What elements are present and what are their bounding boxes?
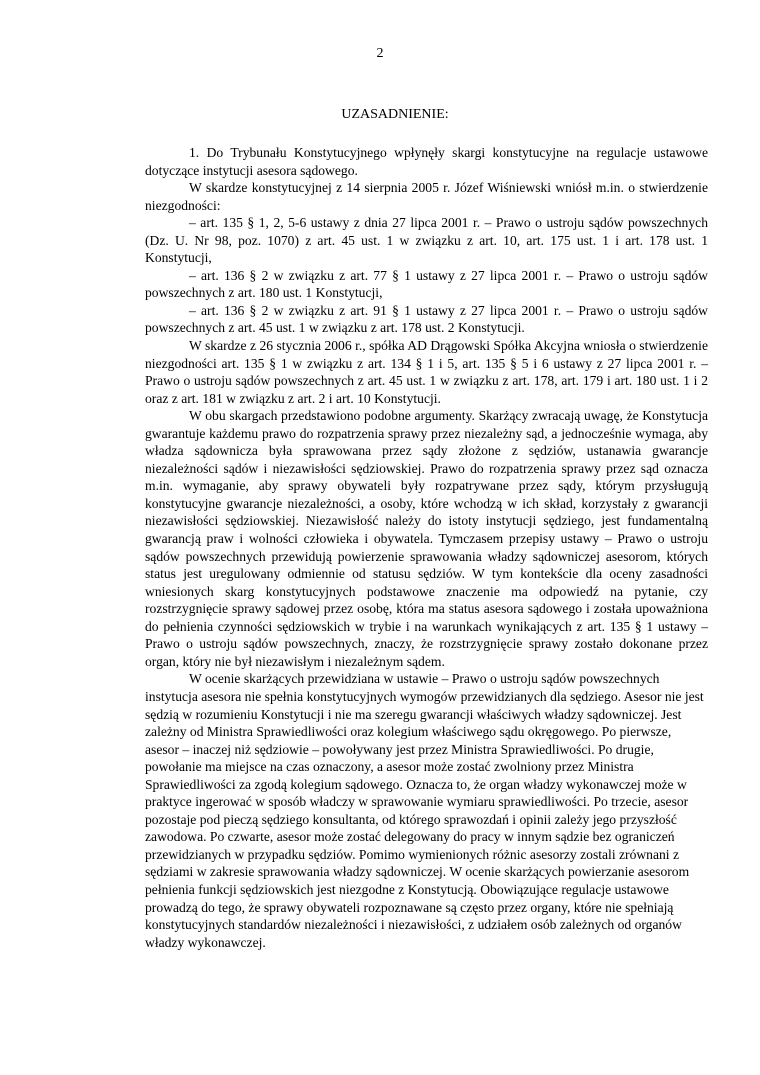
section-heading: UZASADNIENIE: (341, 107, 449, 122)
paragraph: W skardze z 26 stycznia 2006 r., spółka AD Drągowski Spółka Akcyjna wniosła o stwierdzenie niezgodności art. 135 § 1 w związku z art. 134 § 1 i 5, art. 135 § 5 i 6 ustawy z 27 lipca 2001 r. – Prawo o ustroju sądów powszechnych z art. 45 ust. 1 w związku z art. 178, art. 179 i art. 180 ust. 1 i 2 oraz z art. 181 w związku z art. 2 i art. 10 Konstytucji. (145, 338, 708, 406)
paragraph: – art. 135 § 1, 2, 5-6 ustawy z dnia 27 lipca 2001 r. – Prawo o ustroju sądów powszechnych (Dz. U. Nr 98, poz. 1070) z art. 45 ust. 1 w związku z art. 10, art. 175 ust. 1 i art. 178 ust. 1 Konstytucji, (145, 215, 708, 266)
paragraph: 1. Do Trybunału Konstytucyjnego wpłynęły skargi konstytucyjne na regulacje ustawowe dotyczące instytucji asesora sądowego. (145, 145, 708, 178)
paragraph: W ocenie skarżących przewidziana w ustawie – Prawo o ustroju sądów powszechnych instytucja asesora nie spełnia konstytucyjnych wymogów przewidzianych dla sędziego. Asesor nie jest sędzią w rozumieniu Konstytucji i nie ma szeregu gwarancji właściwych władzy sądowniczej. Jest zależny od Ministra Sprawiedliwości oraz kolegium właściwego sądu okręgowego. Po pierwsze, asesor – inaczej niż sędziowie – powoływany jest przez Ministra Sprawiedliwości. Po drugie, powołanie ma miejsce na czas oznaczony, a asesor może zostać zwolniony przez Ministra Sprawiedliwości za zgodą kolegium sądowego. Oznacza to, że organ władzy wykonawczej może w praktyce ingerować w sposób władczy w sprawowanie wymiaru sprawiedliwości. Po trzecie, asesor pozostaje pod pieczą sędziego konsultanta, od którego sprawozdań i opinii zależy jego przyszłość zawodowa. Po czwarte, asesor może zostać delegowany do pracy w innym sądzie bez ograniczeń przewidzianych w przypadku sędziów. Pomimo wymienionych różnic asesorzy zostali zrównani z sędziami w zakresie sprawowania władzy sądowniczej. W ocenie skarżących powierzanie asesorom pełnienia funkcji sędziowskich jest niezgodne z Konstytucją. Obowiązujące regulacje ustawowe prowadzą do tego, że sprawy obywateli rozpoznawane są często przez organy, które nie spełniają konstytucyjnych standardów niezależności i niezawisłości, z udziałem osób zależnych od organów władzy wykonawczej. (145, 671, 704, 950)
paragraph: W obu skargach przedstawiono podobne argumenty. Skarżący zwracają uwagę, że Konstytucja gwarantuje każdemu prawo do rozpatrzenia sprawy przez niezależny sąd, a jednocześnie wymaga, aby władza sądownicza była sprawowana przez sądy złożone z sędziów, ustanawia gwarancje niezależności sądów i niezawisłości sędziowskiej. Prawo do rozpatrzenia sprawy przez sąd oznacza m.in. wymaganie, aby sprawy obywateli były rozpatrywane przez sądy, którym przysługują konstytucyjne gwarancje niezależności, a osoby, które wchodzą w ich skład, korzystały z gwarancji niezawisłości sędziowskiej. Niezawisłość należy do istoty instytucji sędziego, jest fundamentalną gwarancją praw i wolności człowieka i obywatela. Tymczasem przepisy ustawy – Prawo o ustroju sądów powszechnych przewidują powierzenie sprawowania władzy sądowniczej asesorom, których status jest uregulowany odmiennie od statusu sędziów. W tym kontekście dla oceny zasadności wniesionych skarg konstytucyjnych podstawowe znaczenie ma odpowiedź na pytanie, czy rozstrzygnięcie sprawy sądowej przez osobę, która ma status asesora sądowego i została upoważniona do pełnienia czynności sędziowskich w trybie i na warunkach wynikających z art. 135 § 1 ustawy – Prawo o ustroju sądów powszechnych, znaczy, że rozstrzygnięcie sprawy zostało dokonane przez organ, który nie był niezawisłym i niezależnym sądem. (145, 408, 708, 669)
page-number: 2 (376, 46, 384, 61)
paragraph: W skardze konstytucyjnej z 14 sierpnia 2005 r. Józef Wiśniewski wniósł m.in. o stwierdzenie niezgodności: (145, 180, 708, 213)
paragraph: – art. 136 § 2 w związku z art. 91 § 1 ustawy z 27 lipca 2001 r. – Prawo o ustroju sądów powszechnych z art. 45 ust. 1 w związku z art. 178 ust. 2 Konstytucji. (145, 302, 708, 336)
document-body (145, 144, 708, 951)
paragraph: – art. 136 § 2 w związku z art. 77 § 1 ustawy z 27 lipca 2001 r. – Prawo o ustroju sądów powszechnych z art. 180 ust. 1 Konstytucji, (145, 267, 708, 301)
